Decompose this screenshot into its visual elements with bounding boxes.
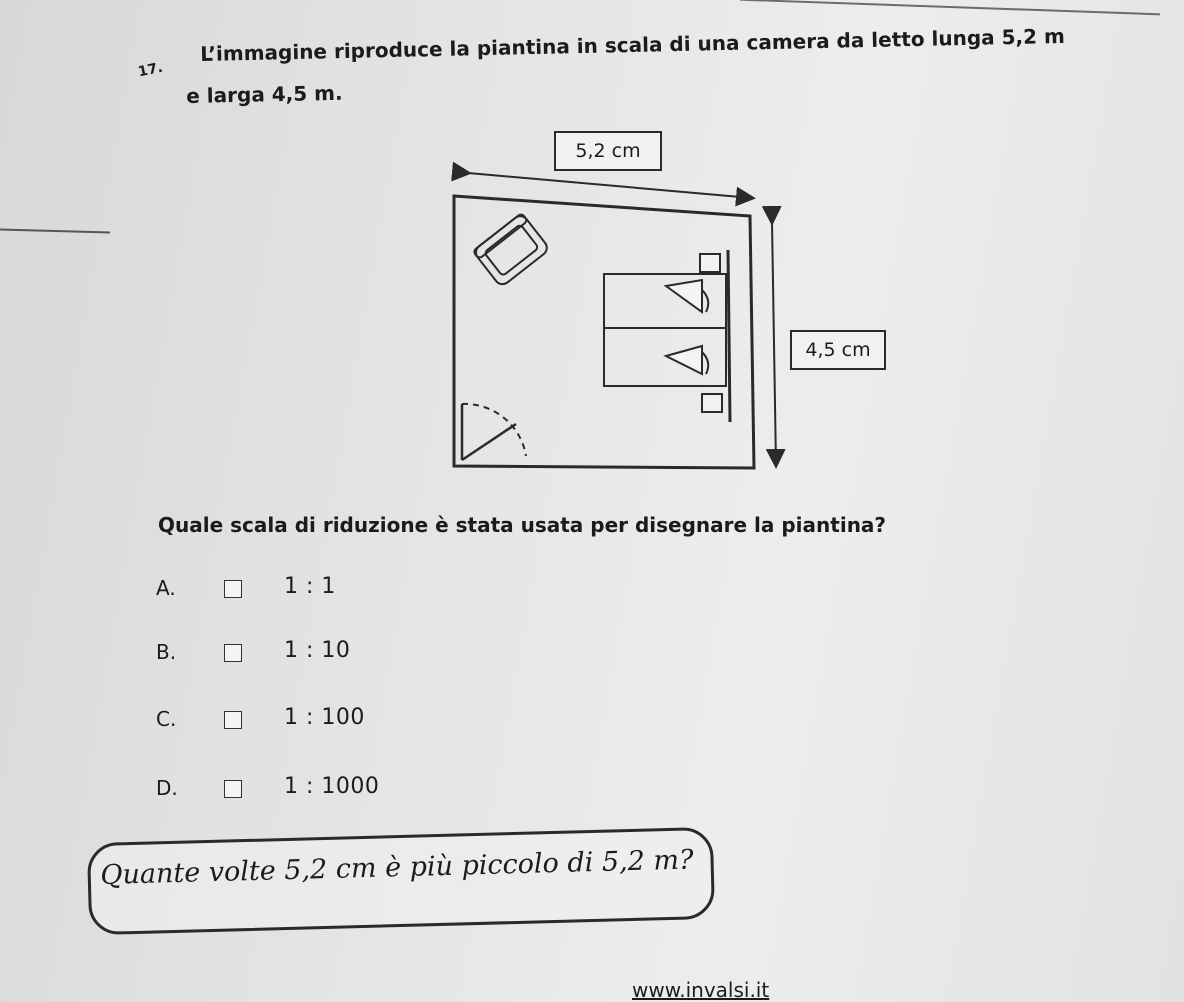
option-checkbox[interactable]	[224, 780, 242, 798]
nightstand-top-icon	[700, 254, 720, 272]
page-edge-line	[740, 0, 1160, 15]
hint-text: Quante volte 5,2 cm è più piccolo di 5,2 m?	[100, 844, 694, 891]
option-letter: A.	[156, 576, 176, 600]
option-ratio: 1 : 1000	[284, 774, 380, 799]
question-intro-line-1: L’immagine riproduce la piantina in scala di una camera da letto lunga 5,2 m	[200, 23, 1066, 66]
margin-line	[0, 229, 110, 234]
length-label: 5,2 cm	[554, 131, 662, 171]
width-label: 4,5 cm	[790, 330, 886, 370]
option-ratio: 1 : 100	[284, 705, 365, 730]
answer-option-c[interactable]	[156, 703, 456, 737]
option-checkbox[interactable]	[224, 644, 242, 662]
question-intro-line-2: e larga 4,5 m.	[186, 80, 343, 108]
option-letter: C.	[156, 707, 177, 731]
footer-url: www.invalsi.it	[632, 978, 770, 1002]
bed-icon	[604, 274, 726, 386]
answer-option-a[interactable]	[156, 572, 456, 606]
question-number: 17.	[136, 59, 165, 81]
option-letter: B.	[156, 640, 177, 664]
option-letter: D.	[156, 776, 178, 800]
option-checkbox[interactable]	[224, 711, 242, 729]
headboard-wall	[728, 250, 730, 422]
bedroom-floor-plan	[440, 160, 800, 480]
length-arrow	[468, 173, 752, 198]
door-icon	[462, 404, 526, 460]
option-checkbox[interactable]	[224, 580, 242, 598]
answer-option-d[interactable]	[156, 772, 456, 806]
answer-option-b[interactable]	[156, 636, 456, 670]
width-arrow	[772, 222, 776, 465]
armchair-icon	[473, 213, 550, 287]
question-prompt: Quale scala di riduzione è stata usata per disegnare la piantina?	[158, 513, 887, 537]
option-ratio: 1 : 10	[284, 638, 351, 663]
nightstand-bottom-icon	[702, 394, 722, 412]
option-ratio: 1 : 1	[284, 574, 336, 599]
